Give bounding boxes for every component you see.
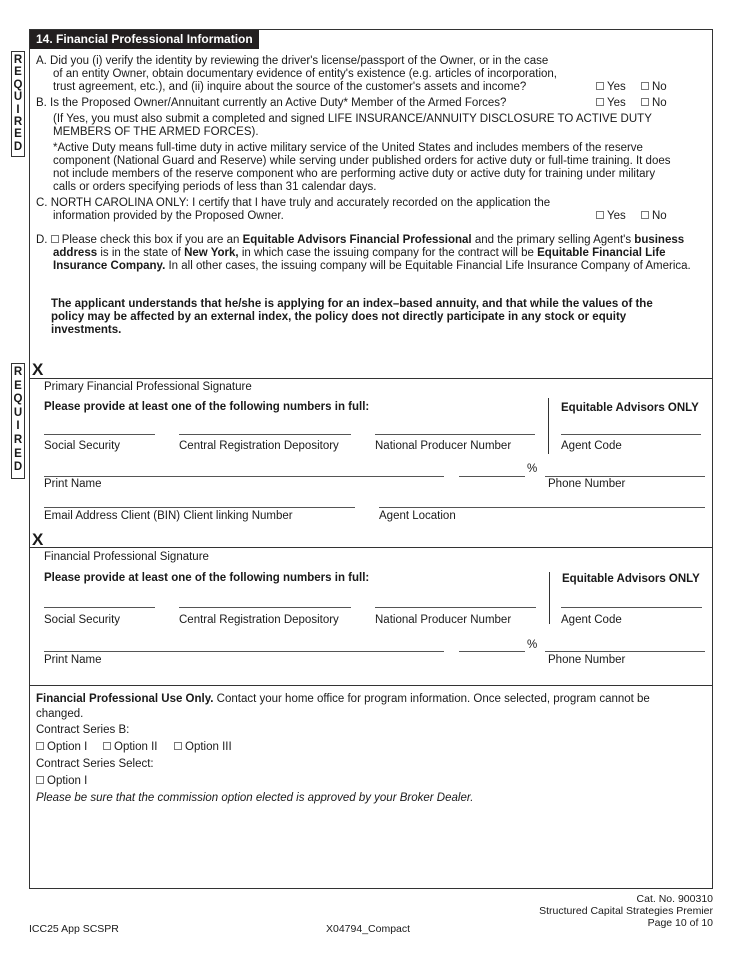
required-letter: E — [14, 447, 22, 460]
secondary-npn-field[interactable] — [375, 607, 536, 608]
question-d: D. Please check this box if you are an Equitable Advisors Financial Professional and the primary selling Agent's business address is in the state of New York, in which case the issuing company for the contract will be Equitable Financial Life Insurance Company. In all other cases, the issuing company will be Equitable Financial Life Insurance Company of America. — [36, 234, 691, 273]
active-duty-def-line1: *Active Duty means full-time duty in active military service of the United States and includes members of the reserve — [53, 142, 643, 154]
active-duty-def-line4: calls or orders specifying periods of less than 31 calendar days. — [53, 181, 377, 193]
question-c-line1: C. NORTH CAROLINA ONLY: I certify that I have truly and accurately recorded on the application the — [36, 197, 551, 209]
secondary-signature-line[interactable] — [30, 547, 712, 548]
primary-npn-label: National Producer Number — [375, 440, 512, 452]
question-a-line2: of an entity Owner, obtain documentary evidence of entity's existence (e.g. articles of incorporation, — [53, 68, 557, 80]
primary-agent-code-label: Agent Code — [561, 440, 622, 452]
primary-percent-sign: % — [527, 463, 538, 475]
required-letter: R — [13, 366, 23, 378]
series-b-option-2[interactable]: Option II — [103, 741, 157, 754]
primary-equitable-only: Equitable Advisors ONLY — [561, 402, 699, 414]
primary-agent-location-label: Agent Location — [379, 510, 456, 522]
secondary-crd-label: Central Registration Depository — [179, 614, 339, 626]
primary-email-field[interactable] — [44, 507, 355, 508]
secondary-phone-label: Phone Number — [548, 654, 626, 666]
secondary-percent-sign: % — [527, 639, 538, 651]
question-b-note-line2: MEMBERS OF THE ARMED FORCES). — [53, 126, 259, 138]
series-b-option-3[interactable]: Option III — [174, 741, 232, 754]
question-c-yes[interactable]: Yes — [596, 210, 626, 223]
required-letter: R — [13, 116, 23, 129]
primary-numbers-prompt: Please provide at least one of the following numbers in full: — [44, 401, 370, 413]
use-only-text: Financial Professional Use Only. Contact your home office for program information. Once selected, program cannot be changed. — [36, 693, 650, 720]
required-letter: D — [13, 461, 23, 474]
checkbox-icon[interactable] — [103, 742, 111, 750]
section-title: 14. Financial Professional Information — [30, 30, 259, 49]
primary-signature-label: Primary Financial Professional Signature — [44, 381, 252, 393]
checkbox-icon[interactable] — [596, 211, 604, 219]
footer-page: Page 10 of 10 — [647, 917, 713, 929]
primary-signature-x: X — [32, 360, 44, 379]
footer-cat-no: Cat. No. 900310 — [636, 893, 713, 905]
secondary-print-name-label: Print Name — [44, 654, 102, 666]
primary-agent-location-field[interactable] — [379, 507, 705, 508]
broker-dealer-note: Please be sure that the commission option elected is approved by your Broker Dealer. — [36, 792, 474, 804]
secondary-crd-field[interactable] — [179, 607, 351, 608]
series-select-option-1[interactable]: Option I — [36, 775, 87, 788]
primary-print-name-field[interactable] — [44, 476, 444, 477]
secondary-agent-code-label: Agent Code — [561, 614, 622, 626]
required-letter: U — [13, 91, 23, 104]
footer-center-id: X04794_Compact — [326, 923, 411, 935]
checkbox-icon[interactable] — [641, 82, 649, 90]
secondary-signature-x: X — [32, 530, 44, 549]
secondary-print-name-field[interactable] — [44, 651, 444, 652]
use-only-divider — [30, 685, 712, 686]
question-b-yes[interactable]: Yes — [596, 97, 626, 110]
checkbox-icon[interactable] — [174, 742, 182, 750]
active-duty-def-line2: component (National Guard and Reserve) while serving under published orders for active duty or full-time training. It does — [53, 155, 671, 167]
contract-series-b-label: Contract Series B: — [36, 724, 130, 736]
primary-print-name-label: Print Name — [44, 478, 102, 490]
footer-form-id: ICC25 App SCSPR — [29, 923, 119, 935]
required-letter: U — [13, 406, 23, 419]
primary-equitable-divider — [548, 398, 549, 454]
required-badge-questions — [11, 51, 25, 157]
required-letter: Q — [13, 78, 23, 91]
secondary-numbers-prompt: Please provide at least one of the following numbers in full: — [44, 572, 370, 584]
question-a-line1: A. Did you (i) verify the identity by reviewing the driver's license/passport of the Owner, or in the case — [36, 55, 549, 67]
secondary-ssn-label: Social Security — [44, 614, 121, 626]
checkbox-icon[interactable] — [36, 776, 44, 784]
secondary-equitable-only: Equitable Advisors ONLY — [562, 573, 700, 585]
checkbox-icon[interactable] — [641, 98, 649, 106]
secondary-signature-label: Financial Professional Signature — [44, 551, 209, 563]
required-letter: D — [13, 140, 23, 153]
primary-crd-label: Central Registration Depository — [179, 440, 339, 452]
acknowledgement: The applicant understands that he/she is applying for an index–based annuity, and that while the values of the policy may be affected by an external index, the policy does not directly participate in any stock or equity investments. — [51, 298, 653, 337]
checkbox-icon[interactable] — [596, 98, 604, 106]
primary-npn-field[interactable] — [375, 434, 535, 435]
question-b: B. Is the Proposed Owner/Annuitant currently an Active Duty* Member of the Armed Forces? — [36, 97, 507, 109]
primary-ssn-field[interactable] — [44, 434, 155, 435]
primary-ssn-label: Social Security — [44, 440, 121, 452]
required-letter: E — [14, 66, 22, 79]
secondary-agent-code-field[interactable] — [561, 607, 702, 608]
question-b-note-line1: (If Yes, you must also submit a completed and signed LIFE INSURANCE/ANNUITY DISCLOSURE TO ACTIVE DUTY — [53, 113, 652, 125]
primary-phone-label: Phone Number — [548, 478, 626, 490]
secondary-ssn-field[interactable] — [44, 607, 155, 608]
checkbox-icon[interactable] — [36, 742, 44, 750]
series-b-option-1[interactable]: Option I — [36, 741, 87, 754]
primary-crd-field[interactable] — [179, 434, 351, 435]
question-c-line2: information provided by the Proposed Owner. — [53, 210, 284, 222]
checkbox-icon[interactable] — [641, 211, 649, 219]
question-a-line3: trust agreement, etc.), and (ii) inquire about the source of the customer's assets and income? — [53, 81, 527, 93]
required-letter: I — [16, 420, 20, 433]
required-letter: R — [13, 54, 23, 66]
equitable-advisors-checkbox[interactable] — [51, 235, 59, 243]
primary-agent-code-field[interactable] — [561, 434, 701, 435]
question-a-no[interactable]: No — [641, 81, 667, 94]
required-badge-signature — [11, 363, 25, 479]
contract-series-select-label: Contract Series Select: — [36, 758, 154, 770]
required-letter: E — [14, 128, 22, 141]
primary-percent-field[interactable] — [459, 476, 525, 477]
required-letter: E — [14, 379, 22, 392]
primary-phone-field[interactable] — [545, 476, 705, 477]
required-letter: I — [16, 103, 20, 116]
required-letter: Q — [13, 393, 23, 406]
question-c-no[interactable]: No — [641, 210, 667, 223]
active-duty-def-line3: not include members of the reserve component who are performing active duty or active duty for training under military — [53, 168, 656, 180]
footer-product: Structured Capital Strategies Premier — [539, 905, 713, 917]
secondary-phone-field[interactable] — [545, 651, 705, 652]
question-b-no[interactable]: No — [641, 97, 667, 110]
primary-signature-line[interactable] — [30, 378, 712, 379]
required-letter: R — [13, 433, 23, 446]
primary-email-label: Email Address Client (BIN) Client linking Number — [44, 510, 293, 522]
secondary-equitable-divider — [549, 572, 550, 624]
checkbox-icon[interactable] — [596, 82, 604, 90]
secondary-npn-label: National Producer Number — [375, 614, 512, 626]
secondary-percent-field[interactable] — [459, 651, 525, 652]
question-a-yes[interactable]: Yes — [596, 81, 626, 94]
